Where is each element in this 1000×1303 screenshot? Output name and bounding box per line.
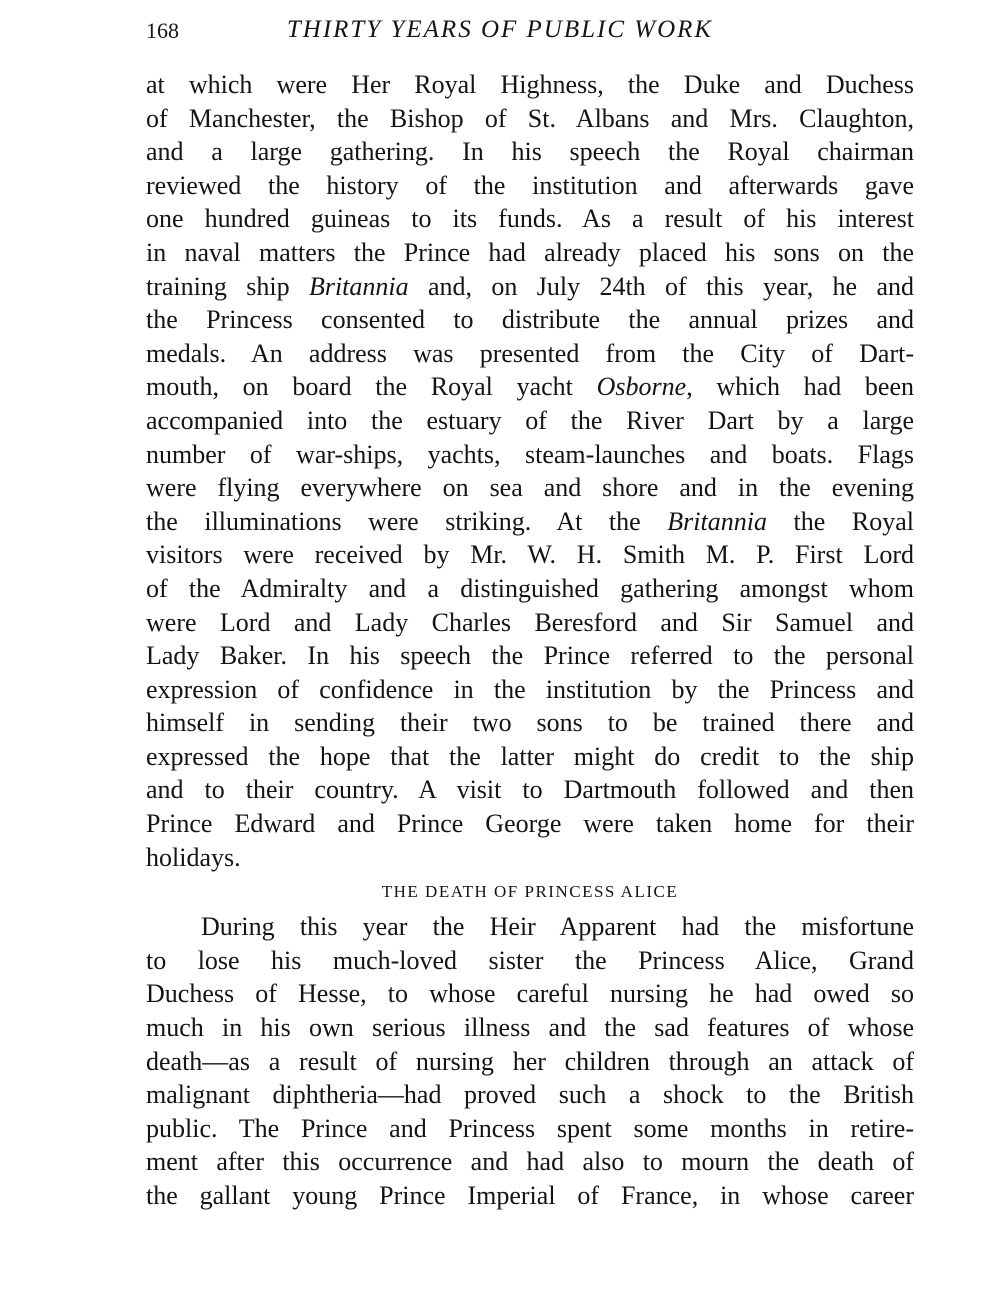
text-line: During this year the Heir Apparent had the misfortune — [201, 912, 914, 942]
text-line — [146, 270, 914, 304]
text-line: public. The Prince and Princess spent some months in retire- — [146, 1113, 914, 1143]
page-number: 168 — [146, 18, 179, 43]
text-line: Lady Baker. In his speech the Prince referred to the personal — [146, 641, 914, 671]
text-line: reviewed the history of the institution and afterwards gave — [146, 170, 914, 200]
text-line: accompanied into the estuary of the River Dart by a large — [146, 405, 914, 435]
text-line: Duchess of Hesse, to whose careful nursing he had owed so — [146, 979, 914, 1009]
text-run: , which had been — [686, 372, 914, 402]
text-line: to lose his much-loved sister the Princess Alice, Grand — [146, 945, 914, 975]
text-line: ment after this occurrence and had also to mourn the death of — [146, 1147, 914, 1177]
text-line: medals. An address was presented from the City of Dart- — [146, 338, 914, 368]
paragraph-2 — [146, 910, 914, 1212]
running-head — [0, 14, 1000, 50]
text-line: were Lord and Lady Charles Beresford and Sir Samuel and — [146, 607, 914, 637]
text-line: were flying everywhere on sea and shore and in the evening — [146, 473, 914, 503]
text-line: and to their country. A visit to Dartmouth followed and then — [146, 775, 914, 805]
text-run: the illuminations were striking. At the — [146, 506, 668, 536]
paragraph-1 — [146, 68, 914, 874]
text-run: training ship — [146, 271, 309, 301]
text-line: the Princess consented to distribute the annual prizes and — [146, 305, 914, 335]
text-line: of the Admiralty and a distinguished gathering amongst whom — [146, 573, 914, 603]
ship-name: Britannia — [667, 506, 767, 536]
text-run: the Royal — [766, 506, 915, 536]
text-line: in naval matters the Prince had already placed his sons on the — [146, 237, 914, 267]
text-line: of Manchester, the Bishop of St. Albans and Mrs. Claughton, — [146, 103, 914, 133]
text-line — [146, 505, 914, 539]
text-line: himself in sending their two sons to be trained there and — [146, 708, 914, 738]
text-line — [146, 370, 914, 404]
text-line: expressed the hope that the latter might do credit to the ship — [146, 741, 914, 771]
yacht-name: Osborne — [596, 372, 687, 402]
text-line: Prince Edward and Prince George were taken home for their — [146, 809, 914, 839]
section-heading: THE DEATH OF PRINCESS ALICE — [381, 882, 679, 902]
text-line: expression of confidence in the institution by the Princess and — [146, 674, 914, 704]
text-line: at which were Her Royal Highness, the Duke and Duchess — [146, 70, 914, 99]
text-line: much in his own serious illness and the sad features of whose — [146, 1013, 914, 1043]
text-line: death—as a result of nursing her children through an attack of — [146, 1046, 914, 1076]
text-line: visitors were received by Mr. W. H. Smith M. P. First Lord — [146, 540, 914, 570]
ship-name: Britannia — [308, 271, 409, 301]
running-title: THIRTY YEARS OF PUBLIC WORK — [286, 16, 714, 43]
text-line: the gallant young Prince Imperial of France, in whose career — [146, 1181, 914, 1210]
text-run: and, on July 24th of this year, he and — [408, 271, 915, 301]
text-run: mouth, on board the Royal yacht — [146, 372, 597, 402]
text-line: holidays. — [146, 842, 241, 872]
body-text — [146, 68, 914, 1213]
text-line: malignant diphtheria—had proved such a shock to the British — [146, 1080, 914, 1110]
text-line: number of war-ships, yachts, steam-launches and boats. Flags — [146, 439, 914, 469]
text-line: one hundred guineas to its funds. As a result of his interest — [146, 204, 914, 234]
text-line: and a large gathering. In his speech the Royal chairman — [146, 137, 914, 167]
